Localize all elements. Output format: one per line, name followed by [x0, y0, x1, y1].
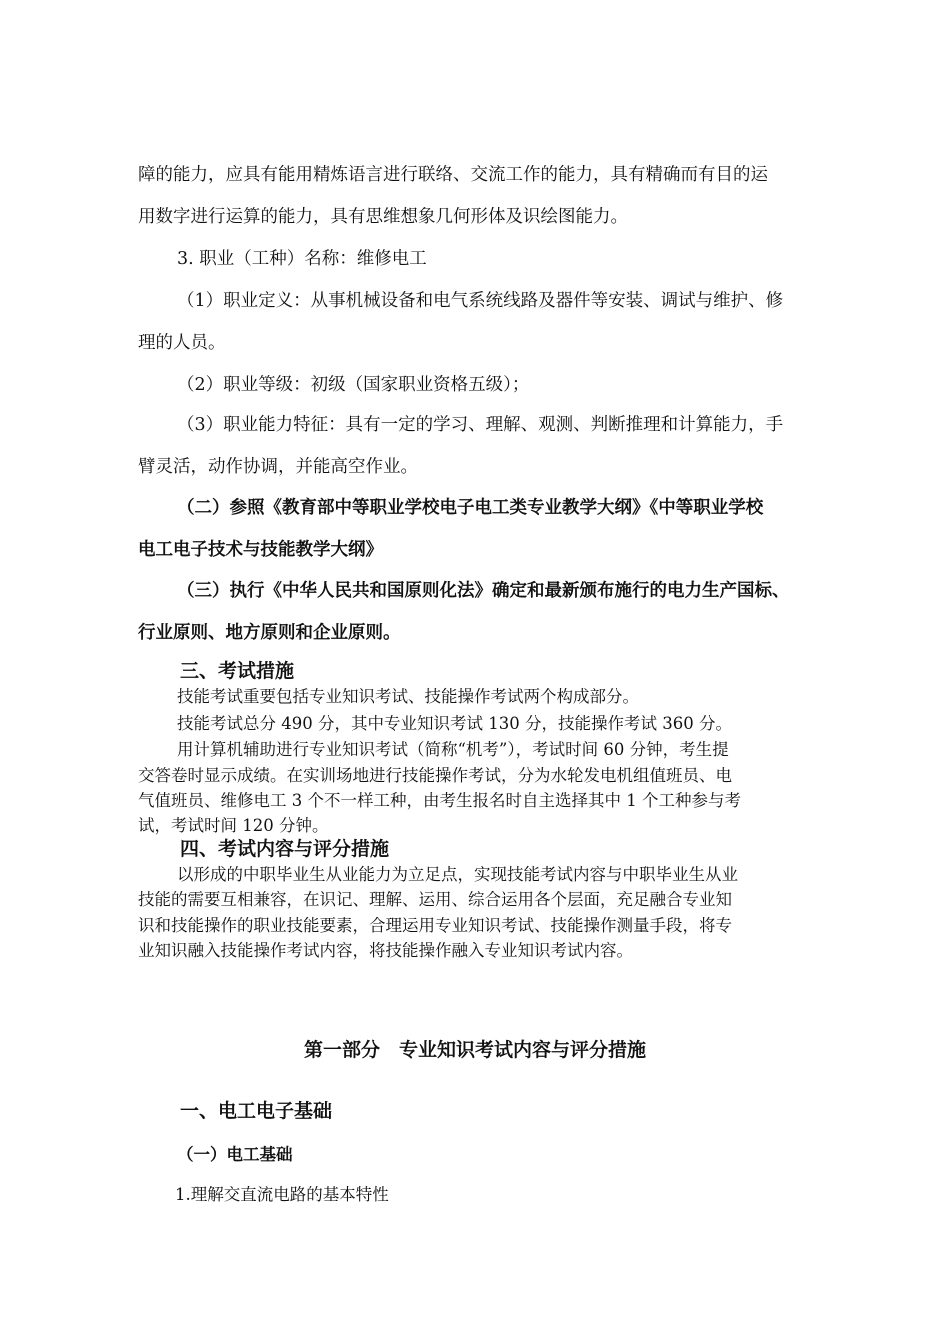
section-heading: 3. 职业（工种）名称：维修电工 [177, 249, 427, 269]
paragraph-line: 障的能力，应具有能用精炼语言进行联络、交流工作的能力，具有精确而有目的运 [138, 165, 768, 185]
paragraph-line: 试，考试时间 120 分钟。 [138, 816, 329, 835]
bold-paragraph-line: （三）执行《中华人民共和国原则化法》确定和最新颁布施行的电力生产国标、 [177, 581, 790, 601]
bold-paragraph-line: 电工电子技术与技能教学大纲》 [138, 540, 383, 560]
paragraph-line: 技能的需要互相兼容，在识记、理解、运用、综合运用各个层面，充足融合专业知 [138, 890, 732, 909]
paragraph-line: 以形成的中职毕业生从业能力为立足点，实现技能考试内容与中职毕业生从业 [177, 865, 738, 884]
paragraph-line: 臂灵活，动作协调，并能高空作业。 [138, 457, 418, 477]
paragraph-line: 用计算机辅助进行专业知识考试（简称“机考”），考试时间 60 分钟，考生提 [177, 740, 729, 759]
paragraph-line: 用数字进行运算的能力，具有思维想象几何形体及识绘图能力。 [138, 207, 628, 227]
paragraph-line: 交答卷时显示成绩。在实训场地进行技能操作考试，分为水轮发电机组值班员、电 [138, 766, 732, 785]
paragraph-line: （2）职业等级：初级（国家职业资格五级）； [177, 375, 530, 395]
paragraph-line: 理的人员。 [138, 333, 226, 353]
paragraph-line: 气值班员、维修电工 3 个不一样工种，由考生报名时自主选择其中 1 个工种参与考 [138, 791, 741, 810]
list-item: 1.理解交直流电路的基本特性 [175, 1185, 389, 1204]
paragraph-line: 业知识融入技能操作考试内容，将技能操作融入专业知识考试内容。 [138, 941, 633, 960]
part-title: 第一部分 专业知识考试内容与评分措施 [303, 1039, 646, 1061]
section-heading: 三、考试措施 [180, 660, 295, 682]
paragraph-line: 技能考试重要包括专业知识考试、技能操作考试两个构成部分。 [177, 687, 639, 706]
bold-paragraph-line: 行业原则、地方原则和企业原则。 [138, 623, 401, 643]
paragraph-line: （1）职业定义：从事机械设备和电气系统线路及器件等安装、调试与维护、修 [177, 291, 784, 311]
paragraph-line: 技能考试总分 490 分，其中专业知识考试 130 分，技能操作考试 360 分。 [177, 714, 732, 733]
paragraph-line: 识和技能操作的职业技能要素，合理运用专业知识考试、技能操作测量手段，将专 [138, 916, 732, 935]
section-heading: 一、电工电子基础 [180, 1100, 333, 1122]
subsection-heading: （一）电工基础 [177, 1145, 293, 1164]
paragraph-line: （3）职业能力特征：具有一定的学习、理解、观测、判断推理和计算能力，手 [177, 415, 784, 435]
bold-paragraph-line: （二）参照《教育部中等职业学校电子电工类专业教学大纲》《中等职业学校 [177, 498, 764, 518]
section-heading: 四、考试内容与评分措施 [180, 838, 390, 860]
